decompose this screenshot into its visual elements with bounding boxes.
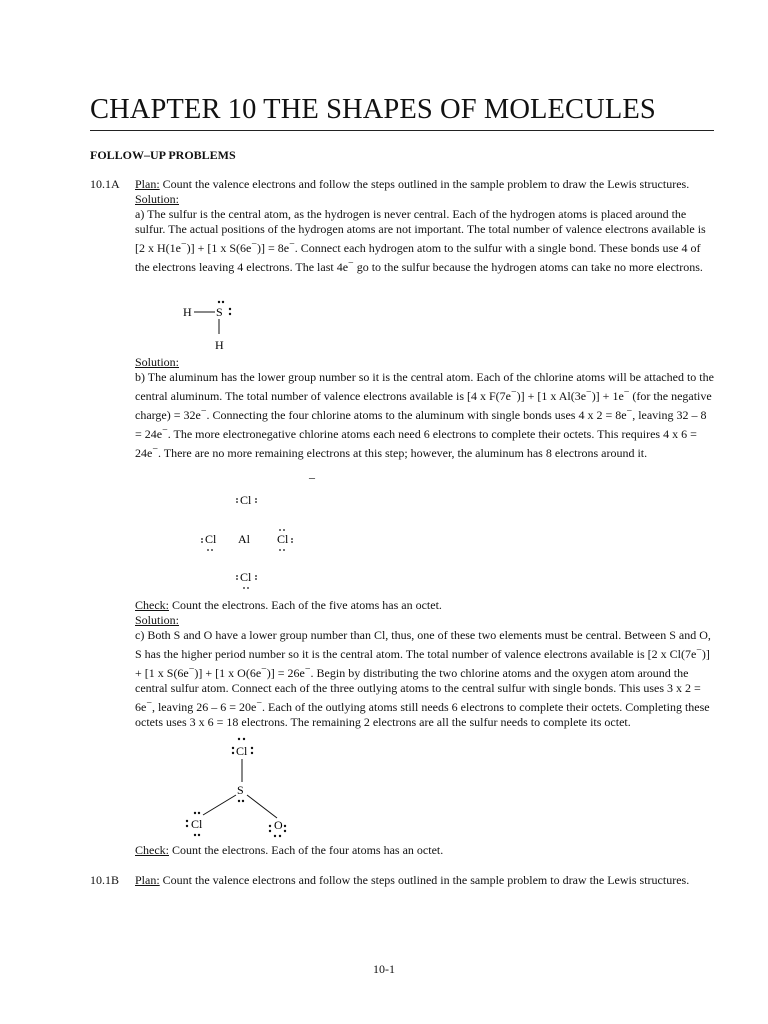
section-heading: FOLLOW–UP PROBLEMS bbox=[90, 148, 236, 162]
atom-s: S bbox=[237, 783, 244, 797]
problem-plan bbox=[135, 177, 715, 275]
part-c bbox=[135, 598, 715, 730]
solution-label: Solution: bbox=[135, 613, 180, 627]
check-b: Check: Count the electrons. Each of the five atoms has an octet. bbox=[135, 598, 442, 612]
page-number: 10-1 bbox=[373, 962, 395, 976]
problem-number: 10.1A bbox=[90, 177, 120, 191]
atom-cl-left: Cl bbox=[191, 817, 203, 831]
title-divider bbox=[90, 130, 714, 131]
plan-text: Count the valence electrons and follow the steps outlined in the sample problem to draw the Lewis structures. bbox=[159, 873, 690, 887]
check-c: Check: Count the electrons. Each of the four atoms has an octet. bbox=[135, 843, 444, 857]
plan-label: Plan: bbox=[135, 873, 160, 887]
plan-label: Plan: bbox=[135, 177, 160, 191]
part-b bbox=[135, 355, 715, 461]
h2s-lewis-structure bbox=[175, 296, 245, 356]
part-b-text: b) The aluminum has the lower group number so it is the central atom. Each of the chlorine atoms will be attached to the central aluminum. The total number of valence electrons available is [4 x F(7e−)] + [1 x Al(3e−)] + 1e− (for the negative charge) = 32e−. Connecting the four chlorine atoms to the aluminum with single bonds uses 4 x 2 = 8e−, leaving 32 – 8 = 24e−. The more electronegative chlorine atoms each need 6 electrons to complete their octets. This requires 4 x 6 = 24e−. There are no more remaining electrons at this step; however, the aluminum has 8 electrons around it. bbox=[135, 370, 714, 460]
lone-pair-dot bbox=[229, 308, 231, 310]
lone-pair-dot bbox=[229, 313, 231, 315]
atom-al: Al bbox=[238, 532, 250, 546]
atom-h: H bbox=[183, 305, 192, 319]
atom-h: H bbox=[215, 338, 224, 352]
atom-cl-right: Cl bbox=[277, 532, 289, 546]
socl2-lewis-structure bbox=[178, 732, 298, 842]
solution-label: Solution: bbox=[135, 355, 180, 369]
charge-sign: – bbox=[309, 470, 315, 484]
atom-cl-left: Cl bbox=[205, 532, 217, 546]
atom-cl-bottom: Cl bbox=[240, 570, 252, 584]
page-title: CHAPTER 10 THE SHAPES OF MOLECULES bbox=[90, 94, 656, 125]
problem-plan bbox=[135, 873, 715, 888]
problem-number: 10.1B bbox=[90, 873, 120, 887]
atom-o: O bbox=[274, 818, 283, 832]
part-c-text: c) Both S and O have a lower group number than Cl, thus, one of these two elements must be central. Between S and O, S has the higher period number so it is the central atom. The total number of valence electrons available is [2 x Cl(7e−)] + [1 x S(6e−)] + [1 x O(6e−)] = 26e−. Begin by distributing the two chlorine atoms and the oxygen atom around the central sulfur atom. Connect each of the three outlying atoms to the central sulfur with single bonds. This uses 3 x 2 = 6e−, leaving 26 – 6 = 20e−. Each of the outlying atoms still needs 6 electrons to complete their octets. Completing these octets uses 3 x 6 = 18 electrons. The remaining 2 electrons are all the sulfur needs to complete its octet. bbox=[135, 628, 711, 729]
atom-s: S bbox=[216, 305, 223, 319]
solution-label: Solution: bbox=[135, 192, 180, 206]
atom-cl-top: Cl bbox=[240, 493, 252, 507]
lone-pair-dot bbox=[218, 301, 220, 303]
part-a-text: a) The sulfur is the central atom, as the hydrogen is never central. Each of the hydrogen atoms is placed around the sulfur. The actual positions of the hydrogen atoms are not important. The total number of valence electrons available is [2 x H(1e−)] + [1 x S(6e−)] = 8e−. Connect each hydrogen atom to the sulfur with a single bond. These bonds use 4 of the electrons leaving 4 electrons. The last 4e− go to the sulfur because the hydrogen atoms can take no more electrons. bbox=[135, 207, 706, 274]
lone-pair-dot bbox=[222, 301, 224, 303]
alcl4-lewis-structure bbox=[195, 466, 335, 596]
atom-cl-top: Cl bbox=[236, 744, 248, 758]
plan-text: Count the valence electrons and follow the steps outlined in the sample problem to draw the Lewis structures. bbox=[159, 177, 690, 191]
